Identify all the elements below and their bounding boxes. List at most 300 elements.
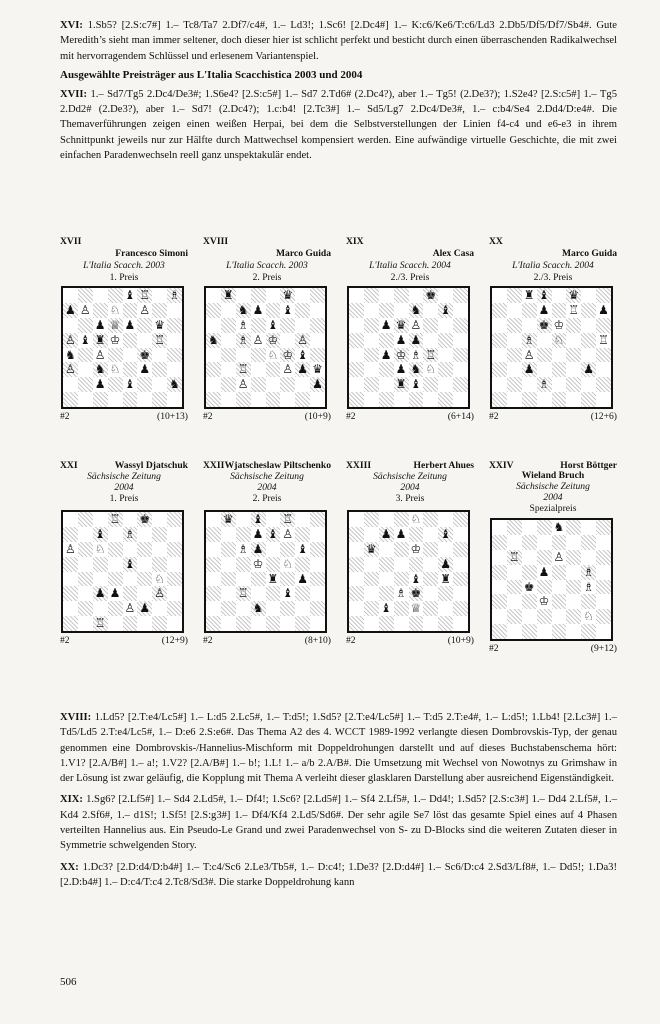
chess-piece: ♝: [440, 302, 452, 317]
board-square: [364, 586, 379, 601]
board-square: [206, 586, 221, 601]
chess-piece: ♛: [365, 541, 377, 556]
board-square: [93, 601, 108, 616]
board-square: [310, 616, 325, 631]
chess-piece: ♗: [124, 526, 136, 541]
board-square: [108, 288, 123, 303]
problem-footer: [203, 635, 331, 647]
chess-piece: ♔: [252, 556, 264, 571]
problem-number: XXIII: [346, 460, 372, 471]
board-square: [596, 318, 611, 333]
problem-footer: [489, 411, 617, 423]
board-square: [123, 527, 138, 542]
board-square: [93, 392, 108, 407]
chess-piece: ♕: [109, 317, 121, 332]
problem-diagram-row-2: [60, 460, 620, 690]
board-square: [63, 512, 78, 527]
board-square: [581, 362, 596, 377]
chess-board: [61, 510, 184, 633]
board-square: [522, 333, 537, 348]
board-square: [492, 565, 507, 580]
board-square: [492, 377, 507, 392]
paragraph-xviii: [60, 710, 617, 786]
board-square: [566, 624, 581, 639]
board-square: [379, 616, 394, 631]
board-square: [349, 557, 364, 572]
board-square: [152, 572, 167, 587]
board-square: [206, 572, 221, 587]
board-square: [566, 550, 581, 565]
board-square: [453, 586, 468, 601]
board-square: [364, 303, 379, 318]
board-square: [522, 392, 537, 407]
board-square: [137, 527, 152, 542]
board-square: [438, 362, 453, 377]
problem-author-2: Wieland Bruch: [521, 470, 585, 481]
board-square: [522, 520, 537, 535]
board-square: [236, 527, 251, 542]
board-square: [266, 377, 281, 392]
board-square: [295, 303, 310, 318]
chess-piece: ♘: [410, 512, 422, 526]
board-square: [152, 616, 167, 631]
chess-piece: ♙: [124, 601, 136, 616]
chess-piece: ♖: [139, 288, 151, 302]
board-square: [394, 557, 409, 572]
board-square: [349, 348, 364, 363]
board-square: [93, 318, 108, 333]
board-square: [123, 303, 138, 318]
chess-piece: ♗: [583, 564, 595, 579]
board-square: [78, 601, 93, 616]
board-square: [492, 348, 507, 363]
chess-piece: ♔: [109, 332, 121, 347]
board-square: [93, 527, 108, 542]
board-square: [507, 333, 522, 348]
board-square: [236, 601, 251, 616]
chess-piece: ♙: [65, 362, 76, 377]
board-square: [566, 362, 581, 377]
chess-piece: ♛: [222, 512, 234, 526]
board-square: [423, 542, 438, 557]
board-square: [537, 362, 552, 377]
chess-piece: ♟: [538, 564, 550, 579]
board-square: [123, 348, 138, 363]
board-square: [438, 542, 453, 557]
board-square: [349, 616, 364, 631]
board-square: [221, 557, 236, 572]
chess-piece: ♝: [282, 586, 294, 601]
board-square: [152, 542, 167, 557]
board-square: [78, 527, 93, 542]
board-square: [537, 392, 552, 407]
problem-footer: [203, 411, 331, 423]
chess-piece: ♖: [425, 347, 437, 362]
board-square: [63, 377, 78, 392]
problem-header: [489, 236, 617, 283]
board-square: [251, 586, 266, 601]
board-square: [93, 542, 108, 557]
board-square: [492, 333, 507, 348]
board-square: [78, 572, 93, 587]
board-square: [394, 616, 409, 631]
board-square: [167, 542, 182, 557]
board-square: [596, 580, 611, 595]
chess-piece: ♙: [282, 362, 294, 377]
board-square: [394, 377, 409, 392]
board-square: [152, 586, 167, 601]
board-square: [552, 392, 567, 407]
board-square: [295, 572, 310, 587]
chess-piece: ♝: [410, 571, 422, 586]
chess-piece: ♝: [124, 377, 136, 392]
board-square: [152, 392, 167, 407]
problem-number: XIX: [346, 236, 364, 247]
board-square: [167, 616, 182, 631]
problem-stipulation: #2: [60, 635, 70, 646]
board-square: [78, 392, 93, 407]
paragraph-lead: XVI:: [60, 20, 83, 31]
board-square: [63, 303, 78, 318]
board-square: [537, 318, 552, 333]
board-square: [492, 303, 507, 318]
chess-piece: ♞: [252, 601, 264, 616]
problem-header: [203, 460, 331, 504]
board-square: [93, 586, 108, 601]
chess-piece: ♙: [65, 332, 76, 347]
paragraph-body: 1.Dc3? [2.D:d4/D:b4#] 1.– T:c4/Sc6 2.Le3/Tb5#, 1.– D:c4!; 1.De3? [2.D:d4#] 1.– Sc6/D:c4 2.Sd3/Lf8#, 1.– Dd5!; 1.Da3! [2.D:b4#] 1.– D:c4/T:c4 2.Tc8/Sd3#. Die starke Doppeldrohung kann: [60, 861, 617, 888]
board-square: [206, 616, 221, 631]
board-square: [492, 580, 507, 595]
board-square: [566, 288, 581, 303]
board-square: [409, 527, 424, 542]
board-square: [266, 557, 281, 572]
paragraph-xix: [60, 792, 617, 853]
board-square: [167, 303, 182, 318]
board-square: [566, 303, 581, 318]
board-square: [537, 348, 552, 363]
board-square: [310, 572, 325, 587]
chess-piece: ♘: [282, 556, 294, 571]
board-square: [394, 348, 409, 363]
board-square: [152, 557, 167, 572]
board-square: [423, 616, 438, 631]
chess-piece: ♝: [124, 556, 136, 571]
chess-piece: ♗: [538, 377, 550, 392]
problem-award: 1. Preis: [109, 272, 139, 283]
chess-piece: ♘: [109, 362, 121, 377]
board-square: [507, 288, 522, 303]
board-square: [123, 557, 138, 572]
board-square: [280, 333, 295, 348]
board-square: [394, 572, 409, 587]
board-square: [221, 512, 236, 527]
chess-piece: ♗: [523, 332, 535, 347]
board-square: [394, 527, 409, 542]
board-square: [596, 609, 611, 624]
board-square: [423, 348, 438, 363]
chess-piece: ♗: [169, 288, 180, 302]
board-square: [221, 318, 236, 333]
chess-piece: ♟: [139, 362, 151, 377]
board-square: [137, 303, 152, 318]
board-square: [552, 520, 567, 535]
board-square: [409, 572, 424, 587]
chess-piece: ♙: [65, 541, 76, 556]
board-square: [251, 616, 266, 631]
board-square: [78, 377, 93, 392]
board-square: [63, 348, 78, 363]
board-square: [295, 601, 310, 616]
chess-piece: ♖: [237, 362, 249, 377]
problem-source: Sächsische Zeitung: [373, 471, 447, 482]
board-square: [438, 377, 453, 392]
chess-board: [490, 518, 613, 641]
board-square: [123, 586, 138, 601]
board-square: [379, 392, 394, 407]
board-square: [310, 362, 325, 377]
board-square: [453, 557, 468, 572]
page-text-top: [60, 18, 617, 163]
board-square: [537, 333, 552, 348]
board-square: [364, 601, 379, 616]
board-square: [206, 542, 221, 557]
board-square: [280, 557, 295, 572]
board-square: [108, 362, 123, 377]
paragraph-xx: [60, 860, 617, 891]
board-square: [349, 586, 364, 601]
board-square: [167, 586, 182, 601]
problem-award: 2. Preis: [252, 272, 282, 283]
problem-year: 2004: [257, 482, 277, 493]
board-square: [78, 318, 93, 333]
chess-piece: ♔: [267, 332, 279, 347]
chess-piece: ♛: [395, 317, 407, 332]
board-square: [581, 303, 596, 318]
chess-piece: ♘: [94, 541, 106, 556]
board-square: [453, 527, 468, 542]
board-square: [394, 318, 409, 333]
board-square: [280, 601, 295, 616]
board-square: [596, 288, 611, 303]
board-square: [295, 616, 310, 631]
board-square: [280, 392, 295, 407]
board-square: [137, 572, 152, 587]
problem-author: Wjatscheslaw Piltschenko: [224, 460, 331, 471]
board-square: [349, 377, 364, 392]
board-square: [552, 377, 567, 392]
board-square: [537, 624, 552, 639]
problem-award: 3. Preis: [395, 493, 425, 504]
board-square: [453, 616, 468, 631]
chess-piece: ♝: [380, 601, 392, 616]
board-square: [236, 288, 251, 303]
chess-piece: ♝: [282, 302, 294, 317]
board-square: [552, 348, 567, 363]
board-square: [492, 318, 507, 333]
problem-year: 2004: [114, 482, 134, 493]
board-square: [152, 527, 167, 542]
board-square: [280, 348, 295, 363]
board-square: [537, 594, 552, 609]
piece-count: (12+6): [590, 411, 617, 422]
problem-award: 2./3. Preis: [533, 272, 573, 283]
board-square: [349, 333, 364, 348]
board-square: [581, 377, 596, 392]
board-square: [137, 377, 152, 392]
chess-piece: ♚: [139, 512, 151, 526]
chess-board: [347, 286, 470, 409]
board-square: [251, 601, 266, 616]
board-square: [596, 594, 611, 609]
problem-award: 1. Preis: [109, 493, 139, 504]
chess-piece: ♖: [109, 512, 121, 526]
chess-piece: ♚: [139, 347, 151, 362]
board-square: [221, 616, 236, 631]
board-square: [221, 572, 236, 587]
board-square: [423, 362, 438, 377]
problem-stipulation: #2: [203, 411, 213, 422]
board-square: [453, 333, 468, 348]
board-square: [379, 527, 394, 542]
board-square: [206, 392, 221, 407]
board-square: [507, 580, 522, 595]
board-square: [295, 542, 310, 557]
board-square: [596, 392, 611, 407]
board-square: [522, 550, 537, 565]
board-square: [379, 557, 394, 572]
board-square: [221, 586, 236, 601]
board-square: [364, 318, 379, 333]
board-square: [78, 333, 93, 348]
chess-piece: ♜: [222, 288, 234, 302]
chess-piece: ♟: [252, 541, 264, 556]
board-square: [93, 303, 108, 318]
board-square: [438, 288, 453, 303]
board-square: [409, 318, 424, 333]
board-square: [78, 557, 93, 572]
chess-piece: ♜: [94, 332, 106, 347]
chess-piece: ♖: [508, 549, 520, 564]
board-square: [423, 572, 438, 587]
board-square: [295, 362, 310, 377]
board-square: [63, 542, 78, 557]
board-square: [581, 535, 596, 550]
chess-piece: ♟: [583, 362, 595, 377]
board-square: [137, 333, 152, 348]
board-square: [63, 318, 78, 333]
board-square: [221, 303, 236, 318]
chess-piece: ♟: [297, 362, 309, 377]
board-square: [78, 348, 93, 363]
paragraph-body: 1.– Sd7/Tg5 2.Dc4/De3#; 1.S6e4? [2.S:c5#] 1.– Sd7 2.Td6# (2.Dc4?), aber 1.– Tg5! (2.De3?); 1.S2e4? [2.S:c5#] 1.– Tg5 2.Dd2# (2.De3?), aber 1.– Sd7! (2.Dc4?); 1.c:b4! [2.Tc3#] 1.– Sd5/Lg7 2.Dc4/De3#, 1.– c:b4/Se4 2.Dd4/D:e4#. Die Themaverführungen zeigen einen weißen Herpai, bei dem die Selbstverstellungen der Linien f4-c4 und e6-e3 in ihrem Schnittpunkt jeweils nur zur Hälfte durch Mattwechsel kompensiert werden. Eine aufwändige virtuelle Geschichte, die mit zwei einfachen Paradenwechseln reell ganz unspektakulär endet.: [60, 88, 617, 162]
board-square: [581, 594, 596, 609]
chess-piece: ♟: [395, 332, 407, 347]
board-square: [236, 512, 251, 527]
chess-piece: ♞: [65, 347, 76, 362]
chess-piece: ♚: [425, 288, 437, 302]
paragraph-body: 1.Sb5? [2.S:c7#] 1.– Tc8/Ta7 2.Df7/c4#, 1.– Ld3!; 1.Sc6! [2.Dc4#] 1.– K:c6/Ke6/T:c6/Ld3 2.Db5/Df5/Df7/Sb4#. Gute Meredith’s sieht man immer seltener, doch dieser hier ist schlicht perfekt und besticht durch einen überraschenden Radikalwechsel mit hervorragendem Schlüssel und erlesenem Variantenspiel.: [60, 20, 617, 62]
page-text-bottom: [60, 710, 617, 890]
paragraph-body: 1.Ld5? [2.T:e4/Lc5#] 1.– L:d5 2.Lc5#, 1.– T:d5!; 1.Sd5? [2.T:e4/Lc5#] 1.– T:d5 2.T:e4#, 1.– L:d5!; 1.Lb4! [2.Lc3#] 1.– Td5/Ld5 2.T:e4/Lc5#, 1.– D:e6 2.S:e6#. Das Thema A2 des 4. WCCT 1989-1992 verlangte diesen Dombrovskis-Typ, der genau genommen eine Dombrovskis-/Hannelius-Mischform mit Doppeldrohungen darstellt und auf dieses Buchstabenschema hört: 1.V1? [2.A/B#] 1.– a!; 1.V2? [2.A/B#] 1.– b!; 1.L! 1.– a/b 2.A/B#. Die Umsetzung mit Wechsel von Nowotnys zu Grimshaw in der Lösung ist zwar geläufig, die Kopplung mit Thema A verleiht dieser glasklaren Darstellung aber ausreichend Eigenständigkeit.: [60, 712, 617, 785]
board-square: [93, 512, 108, 527]
board-square: [137, 616, 152, 631]
paragraph-xvi: [60, 18, 617, 64]
board-square: [364, 512, 379, 527]
board-square: [507, 535, 522, 550]
board-square: [409, 542, 424, 557]
problem-award: 2. Preis: [252, 493, 282, 504]
board-square: [438, 333, 453, 348]
piece-count: (6+14): [447, 411, 474, 422]
problem-number: XVII: [60, 236, 82, 247]
board-square: [522, 362, 537, 377]
problem-number: XXIV: [489, 460, 514, 471]
board-square: [522, 348, 537, 363]
board-square: [295, 377, 310, 392]
problem-diagram: [489, 236, 617, 423]
problem-number: XXII: [203, 460, 225, 471]
chess-piece: ♝: [267, 526, 279, 541]
chess-board: [204, 510, 327, 633]
chess-piece: ♛: [282, 288, 294, 302]
board-square: [596, 535, 611, 550]
board-square: [251, 348, 266, 363]
board-square: [152, 377, 167, 392]
board-square: [108, 557, 123, 572]
board-square: [137, 557, 152, 572]
board-square: [507, 348, 522, 363]
board-square: [63, 362, 78, 377]
chess-piece: ♟: [598, 302, 609, 317]
board-square: [581, 550, 596, 565]
board-square: [552, 565, 567, 580]
board-square: [137, 348, 152, 363]
board-square: [78, 288, 93, 303]
problem-diagram: [489, 460, 617, 655]
chess-piece: ♞: [410, 362, 422, 377]
paragraph-lead: XX:: [60, 861, 79, 873]
chess-piece: ♙: [139, 302, 151, 317]
board-square: [522, 565, 537, 580]
board-square: [206, 512, 221, 527]
board-square: [379, 303, 394, 318]
board-square: [394, 333, 409, 348]
piece-count: (8+10): [304, 635, 331, 646]
chess-piece: ♗: [237, 317, 249, 332]
board-square: [537, 303, 552, 318]
board-square: [167, 601, 182, 616]
board-square: [581, 333, 596, 348]
chess-piece: ♞: [169, 377, 180, 392]
problem-source: L'Italia Scacch. 2003: [83, 260, 165, 271]
board-square: [453, 348, 468, 363]
board-square: [167, 362, 182, 377]
chess-piece: ♟: [440, 556, 452, 571]
problem-source: L'Italia Scacch. 2004: [512, 260, 594, 271]
board-square: [63, 288, 78, 303]
board-square: [522, 318, 537, 333]
board-square: [251, 362, 266, 377]
board-square: [93, 557, 108, 572]
board-square: [423, 512, 438, 527]
board-square: [566, 565, 581, 580]
board-square: [566, 318, 581, 333]
board-square: [349, 542, 364, 557]
board-square: [63, 616, 78, 631]
section-heading: Ausgewählte Preisträger aus L'Italia Scacchistica 2003 und 2004: [60, 68, 363, 81]
board-square: [423, 586, 438, 601]
